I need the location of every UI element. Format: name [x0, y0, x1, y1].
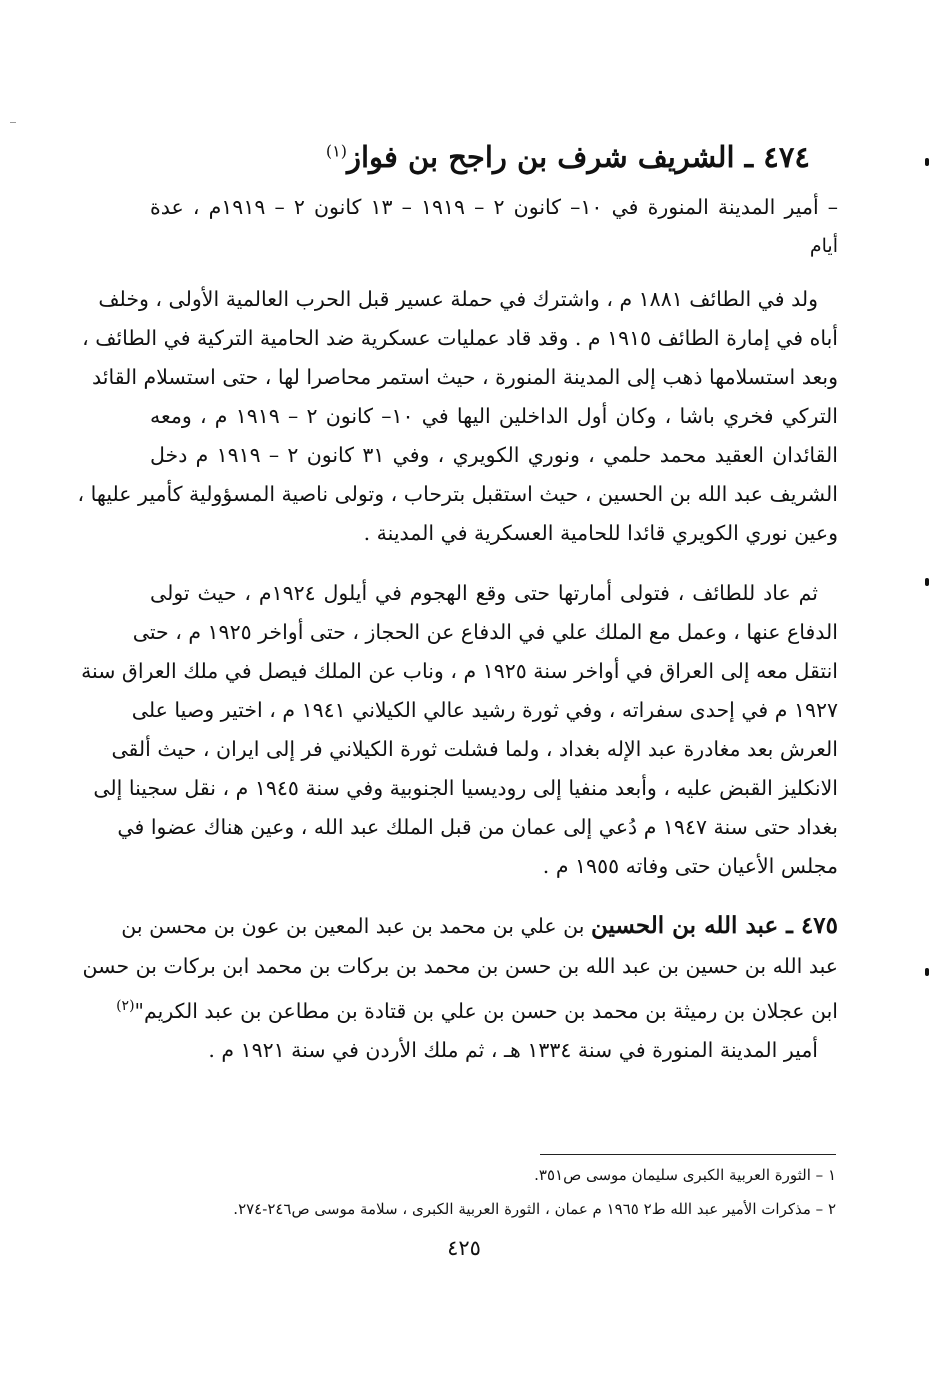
entry-475-heading: ٤٧٥ ـ عبد الله بن الحسين — [590, 912, 838, 939]
entry-474-paragraph-2 — [81, 574, 838, 886]
entry-474-title — [326, 140, 810, 174]
text-line: بغداد حتى سنة ١٩٤٧ م دُعي إلى عمان من قبل الملك عبد الله ، وعين هناك عضوا في — [117, 815, 838, 839]
entry-474-title-text: ٤٧٤ ـ الشريف شرف بن راجح بن فواز — [346, 140, 810, 174]
text-line: الدفاع عنها ، وعمل مع الملك علي في الدفاع عن الحجاز ، حتى أواخر ١٩٢٥ م ، حتى — [132, 620, 838, 644]
entry-475-first-line — [121, 906, 838, 946]
scan-mark — [10, 122, 16, 123]
text-line: ولد في الطائف ١٨٨١ م ، واشترك في حملة عسير قبل الحرب العالمية الأولى ، وخلف — [98, 287, 818, 311]
margin-dot — [925, 968, 929, 976]
text-line: عبد الله بن حسين بن عبد الله بن حسن بن محمد بن بركات بن محمد ابن بركات بن حسن — [82, 954, 838, 978]
text-line: التركي فخري باشا ، وكان أول الداخلين اليها في ١٠– كانون ٢ – ١٩١٩ م ، ومعه — [150, 404, 838, 428]
margin-dot — [925, 158, 929, 166]
footnote-2: ٢ – مذكرات الأمير عبد الله ط٢ ١٩٦٥ م عمان ، الثورة العربية الكبرى ، سلامة موسى ص٢٤٦-٢٧٤. — [233, 1200, 836, 1218]
entry-475-summary — [150, 1030, 838, 1070]
entry-474-intro — [150, 188, 838, 266]
text-line: ثم عاد للطائف ، فتولى أمارتها حتى وقع الهجوم في أيلول ١٩٢٤م ، حيث تولى — [150, 581, 818, 605]
page-number: ٤٢٥ — [447, 1236, 481, 1260]
text-line: العرش بعد مغادرة عبد الإله بغداد ، ولما فشلت ثورة الكيلاني فر إلى ايران ، حيث ألقى — [111, 737, 838, 761]
entry-475-lineage-end — [116, 986, 838, 1026]
text-line: – أمير المدينة المنورة في ١٠– كانون ٢ – ١٩١٩ – ١٣ كانون ٢ – ١٩١٩م ، عدة — [150, 195, 839, 219]
footnote-ref-2[interactable]: (٢) — [116, 998, 135, 1014]
margin-dot — [925, 578, 929, 586]
footnote-ref-1[interactable]: (١) — [325, 141, 347, 161]
text-line: مجلس الأعيان حتى وفاته ١٩٥٥ م . — [542, 854, 838, 878]
text-line: أباه في إمارة الطائف ١٩١٥ م . وقد قاد عمليات عسكرية ضد الحامية التركية في الطائف ، — [82, 326, 838, 350]
text-line: أمير المدينة المنورة في سنة ١٣٣٤ هـ ، ثم ملك الأردن في سنة ١٩٢١ م . — [208, 1038, 818, 1062]
entry-474-paragraph-1 — [77, 280, 838, 553]
footnote-1: ١ – الثورة العربية الكبرى سليمان موسى ص٣٥١. — [534, 1166, 836, 1184]
entry-475-lineage-start: بن علي بن محمد بن عبد المعين بن عون بن محسن بن — [121, 914, 585, 938]
text-line: القائدان العقيد محمد حلمي ، ونوري الكويري ، وفي ٣١ كانون ٢ – ١٩١٩ م دخل — [150, 443, 838, 467]
text-line: وبعد استسلامها ذهب إلى المدينة المنورة ، حيث استمر محاصرا لها ، حتى استسلام القائد — [92, 365, 838, 389]
text-line: ١٩٢٧ م في إحدى سفراته ، وفي ثورة رشيد عالي الكيلاني ١٩٤١ م ، اختير وصيا على — [131, 698, 838, 722]
text-line: الشريف عبد الله بن الحسين ، حيث استقبل بترحاب ، وتولى ناصية المسؤولية كأمير عليها ، — [77, 482, 838, 506]
entry-475 — [82, 906, 838, 1026]
text-line: الانكليز القبض عليه ، وأبعد منفيا إلى روديسيا الجنوبية وفي سنة ١٩٤٥ م ، نقل سجينا إلى — [93, 776, 838, 800]
text-line: انتقل معه إلى العراق في أواخر سنة ١٩٢٥ م ، وناب عن الملك فيصل في ملك العراق سنة — [81, 659, 838, 683]
text-line: ابن عجلان بن رميثة بن محمد بن حسن بن علي بن قتادة بن مطاعن بن عبد الكريم" — [134, 998, 838, 1023]
text-line: أيام — [809, 235, 838, 257]
text-line: وعين نوري الكويري قائدا للحامية العسكرية في المدينة . — [363, 521, 838, 545]
footnote-divider — [540, 1154, 836, 1155]
